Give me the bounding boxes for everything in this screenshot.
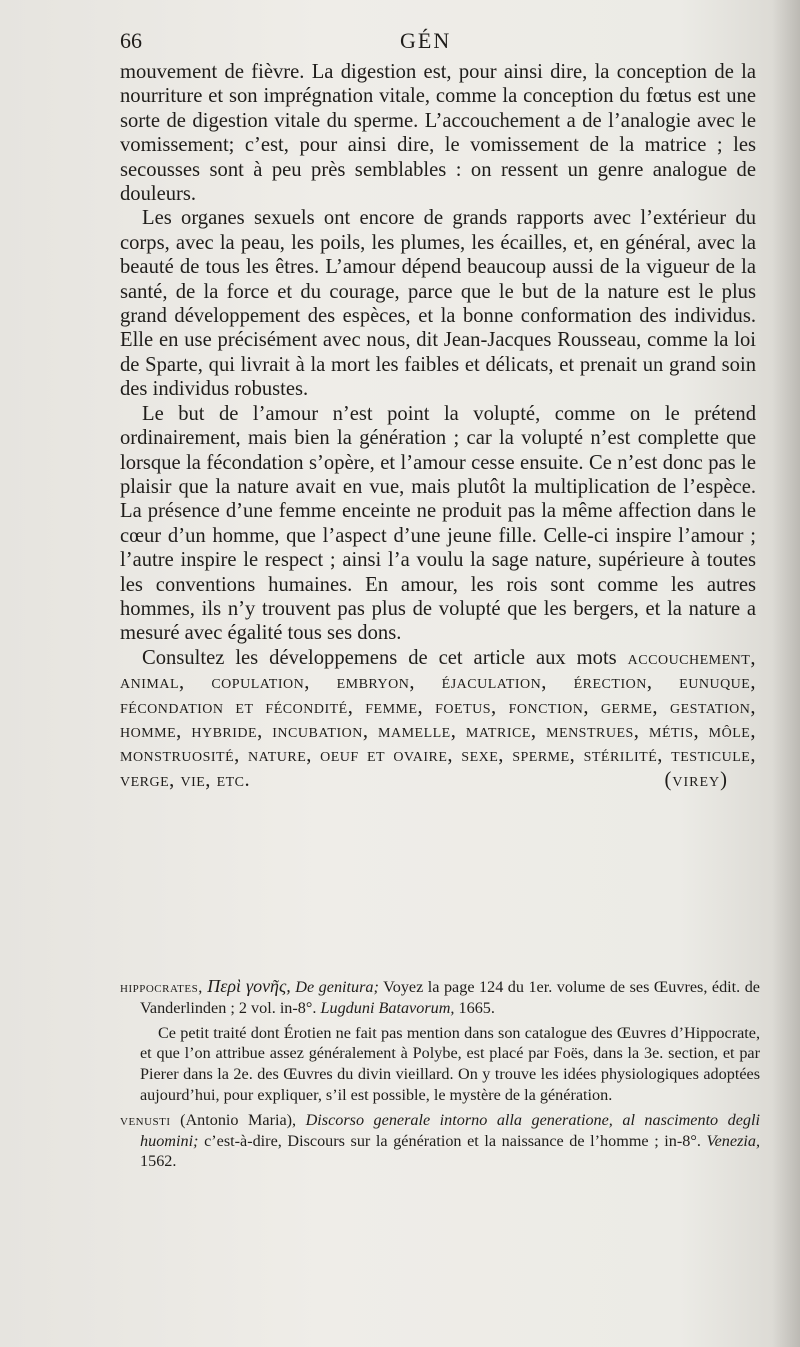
author-signature: (virey): [664, 768, 728, 791]
entry-title: Discorso generale intorno alla generatione, al nascimento degli huomini;: [140, 1110, 761, 1150]
entry-author: hippocrates,: [120, 978, 203, 996]
cross-reference-paragraph: [120, 646, 756, 792]
paragraph: Les organes sexuels ont encore de grands rapports avec l’extérieur du corps, avec la peau, les poils, les plumes, les écailles, et, en général, avec la beauté de tous les êtres. L’amour dépend beaucoup aussi de la vigueur de la santé, de la force et du courage, parce que le but de la nature est le plus grand développement des espèces, et la bonne conformation des individus. Elle en use précisément avec nous, dit Jean-Jacques Rousseau, comme la loi de Sparte, qui livrait à la mort les faibles et délicats, et prenait un grand soin des individus robustes.: [120, 207, 756, 401]
entry-place: Lugduni Batavorum,: [320, 998, 455, 1017]
paragraph: Le but de l’amour n’est point la volupté, comme on le prétend ordinairement, mais bien la génération ; car la volupté n’est complette que lorsque la fécondation s’opère, et l’amour cesse ensuite. Ce n’est donc pas le plaisir que la nature avait en vue, mais plutôt la multiplication de l’espèce. La présence d’une femme enceinte ne produit pas la même affection dans le cœur d’un homme, que l’aspect d’une jeune fille. Celle-ci inspire l’amour ; l’autre inspire le respect ; ainsi l’a voulu la sage nature, supérieure à toutes les conventions humaines. En amour, les rois sont comme les autres hommes, ils n’y trouvent pas plus de volupté que les bergers, et la nature a mesuré avec égalité tous ses dons.: [120, 402, 756, 645]
entry-year: 1665.: [458, 998, 495, 1017]
entry-year: 1562.: [140, 1152, 177, 1171]
entry-author: venusti: [120, 1110, 171, 1129]
bibliography-entry-hippocrates: [120, 976, 760, 1019]
bibliography-entry-venusti: [120, 1110, 760, 1172]
page-edge-shadow: [772, 0, 800, 1347]
entry-latin-title: De genitura;: [295, 978, 379, 996]
entry-author-given: (Antonio Maria),: [180, 1110, 297, 1129]
running-title: GÉN: [400, 28, 452, 53]
entry-greek-title: Περὶ γονῆς,: [207, 976, 291, 996]
paragraph-continued: mouvement de fièvre. La digestion est, pour ainsi dire, la conception de la nourriture et son imprégnation vitale, comme la conception du fœtus est une sorte de digestion vitale du sperme. L’accouchement a de l’analogie avec le vomissement; c’est, pour ainsi dire, le vomissement de la matrice ; les secousses sont à peu près semblables : on ressent un genre analogue de douleurs.: [120, 61, 756, 206]
bibliography-notes: [120, 976, 760, 1172]
entry-place: Venezia,: [706, 1131, 761, 1150]
cross-reference-intro: Consultez les développemens de cet article aux mots: [142, 646, 617, 669]
bibliography-comment: Ce petit traité dont Érotien ne fait pas mention dans son catalogue des Œuvres d’Hippocrate, et que l’on attribue assez généralement à Polybe, est placé par Foës, dans la 3e. section, et par Pierer dans la 2e. des Œuvres du divin vieillard. On y trouve les idées physiologiques adoptées aujourd’hui, pour expliquer, s’il est possible, le mystère de la génération.: [140, 1023, 760, 1104]
running-header: [120, 28, 760, 58]
page-number: 66: [120, 28, 142, 53]
cross-reference-words: accouchement, animal, copulation, embryon, éjaculation, érection, eunuque, fécondation et fécondité, femme, foetus, fonction, germe, gestation, homme, hybride, incubation, mamelle, matrice, menstrues, métis, môle, monstruosité, nature, oeuf et ovaire, sexe, sperme, stérilité, testicule, verge, vie, etc.: [120, 646, 756, 791]
entry-details: Voyez la page 124 du 1er. volume de ses Œuvres, édit. de Vanderlinden ; 2 vol. in-8°.: [140, 978, 760, 1017]
article-body: [120, 60, 756, 792]
entry-details: c’est-à-dire, Discours sur la génération et la naissance de l’homme ; in-8°.: [204, 1131, 701, 1150]
